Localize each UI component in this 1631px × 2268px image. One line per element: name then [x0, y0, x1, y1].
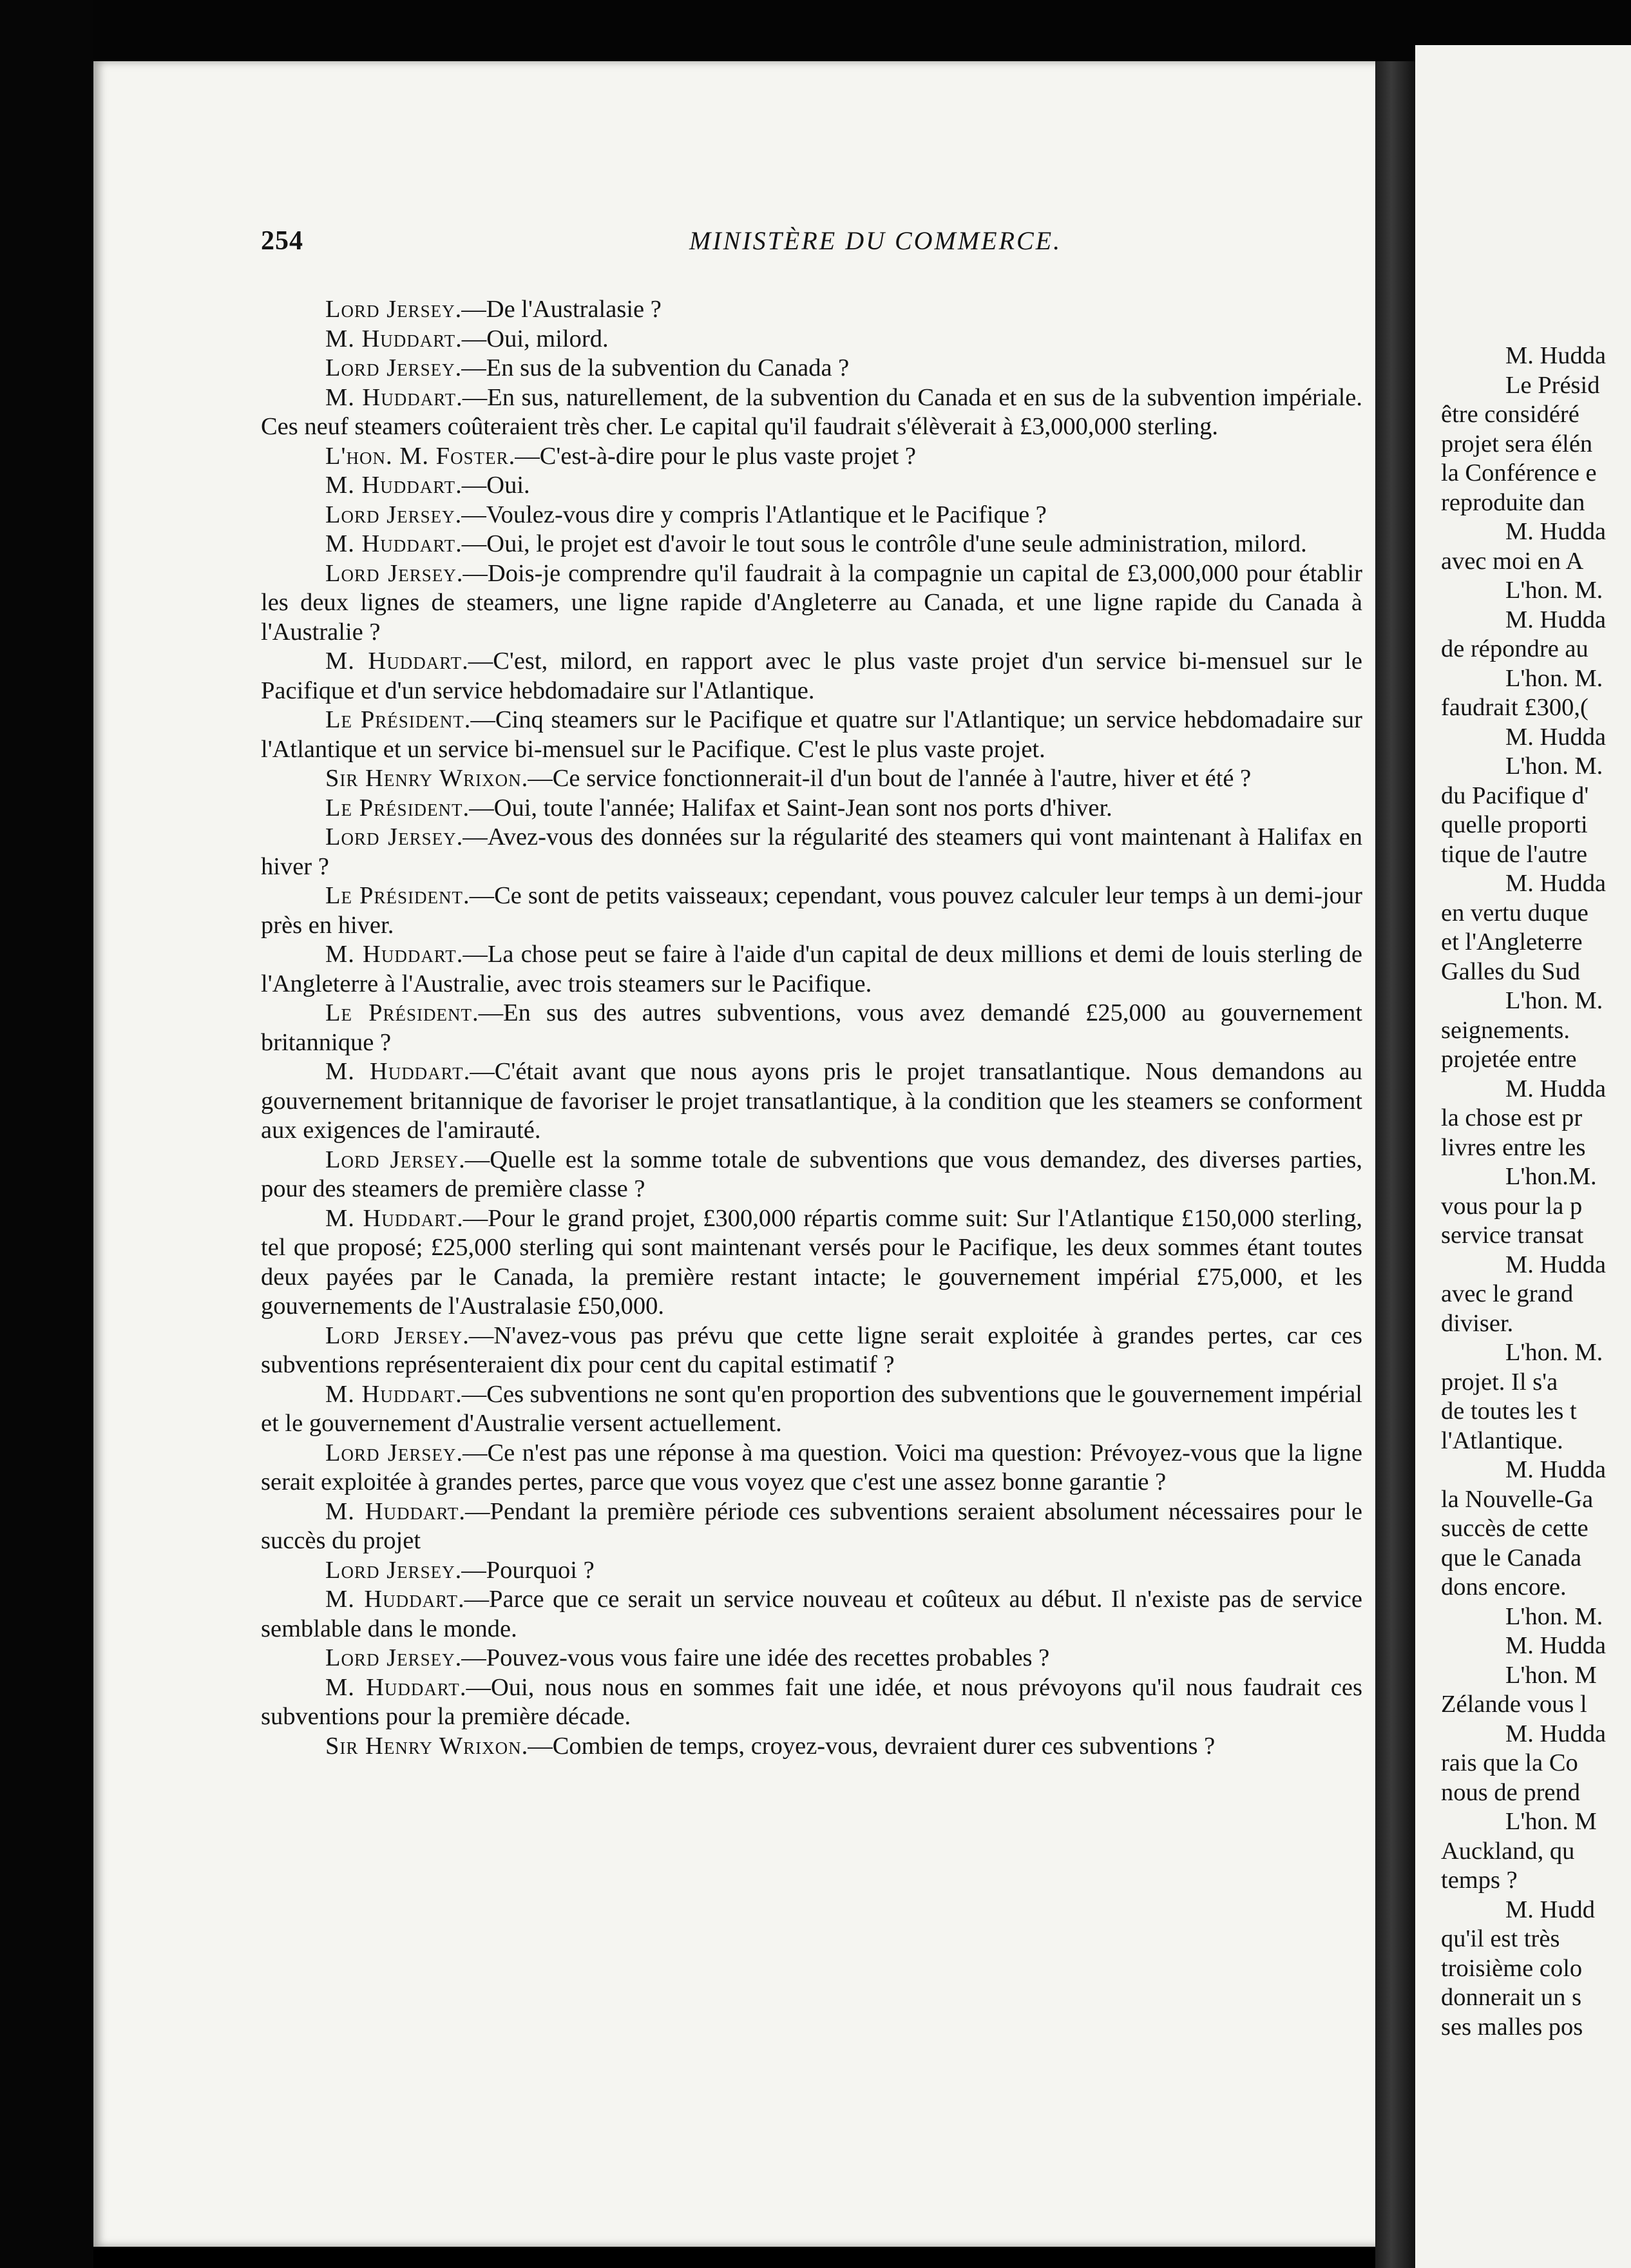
right-page-line: faudrait £300,( — [1441, 694, 1588, 721]
dialogue-paragraph — [261, 1204, 1362, 1321]
speaker-name: Lord Jersey — [325, 1556, 455, 1584]
right-page-line: dons encore. — [1441, 1573, 1567, 1600]
dialogue-paragraph — [261, 383, 1362, 442]
speaker-name: Lord Jersey — [325, 354, 455, 381]
speaker-name: M. Huddart — [325, 1380, 456, 1408]
speaker-name: M. Huddart — [325, 530, 456, 557]
speaker-name: Lord Jersey — [325, 501, 455, 528]
right-page-line: M. Hudda — [1505, 1075, 1607, 1102]
scan-border-left — [0, 0, 93, 2268]
right-page-line: du Pacifique d' — [1441, 782, 1589, 809]
dialogue-paragraph — [261, 1321, 1362, 1380]
speech-text: .—Ce service fonctionnerait-il d'un bout de l'année à l'autre, hiver et été ? — [521, 765, 1252, 792]
dialogue-paragraph — [261, 1146, 1362, 1204]
speech-text: .—Pourquoi ? — [455, 1556, 595, 1584]
speech-text: .—En sus, naturellement, de la subvention du Canada et en sus de la subvention impériale. Ces neuf steamers coûteraient très cher. Le capital qu'il faudrait s'élèverait à £3,000,000 sterling. — [261, 383, 1362, 440]
right-page-line: que le Canada — [1441, 1544, 1582, 1571]
dialogue-paragraph — [261, 354, 1362, 383]
right-page-line: la Conférence e — [1441, 459, 1597, 486]
speaker-name: M. Huddart — [325, 325, 456, 352]
speaker-name: Lord Jersey — [325, 1439, 457, 1466]
speech-text: .—En sus de la subvention du Canada ? — [455, 354, 850, 381]
dialogue-paragraph — [261, 1585, 1362, 1644]
speaker-name: Le Président — [325, 794, 463, 822]
right-page-line: vous pour la p — [1441, 1192, 1583, 1220]
speaker-name: Sir Henry Wrixon — [325, 1732, 522, 1760]
right-page-line: en vertu duque — [1441, 899, 1588, 927]
speaker-name: Le Président — [325, 706, 464, 733]
right-page-line: l'Atlantique. — [1441, 1427, 1563, 1454]
right-page-line: Le Présid — [1505, 371, 1600, 399]
speech-text: .—Oui, toute l'année; Halifax et Saint-Jean sont nos ports d'hiver. — [463, 794, 1112, 822]
speech-text: .—Oui. — [455, 472, 530, 499]
speech-text: .—N'avez-vous pas prévu que cette ligne serait exploitée à grandes pertes, car ces subventions représenteraient dix pour cent du capital estimatif ? — [261, 1321, 1362, 1378]
scan-border-top — [0, 0, 1631, 61]
right-page-line: projet. Il s'a — [1441, 1368, 1558, 1396]
right-page-line: projetée entre — [1441, 1046, 1577, 1073]
speech-text: .—Quelle est la somme totale de subventions que vous demandez, des diverses parties, pour des steamers de première classe ? — [261, 1146, 1362, 1202]
speaker-name: M. Huddart — [325, 1586, 458, 1613]
right-page-line: M. Hudd — [1505, 1896, 1596, 1923]
right-page-line: livres entre les — [1441, 1133, 1586, 1161]
speech-text: .—En sus des autres subventions, vous avez demandé £25,000 au gouvernement britannique ? — [261, 999, 1362, 1056]
right-page-line: qu'il est très — [1441, 1925, 1560, 1952]
right-page-line: service transat — [1441, 1222, 1584, 1249]
dialogue-paragraph — [261, 1380, 1362, 1439]
speech-text: .—C'était avant que nous ayons pris le projet transatlantique. Nous demandons au gouvernement britannique de favoriser le projet transatlantique, à la condition que les steamers se conforment aux exigences de l'amirauté. — [261, 1058, 1362, 1144]
speaker-name: L'hon. M. Foster — [325, 442, 509, 470]
dialogue-paragraph — [261, 823, 1362, 881]
right-page-line: M. Hudda — [1505, 1720, 1607, 1747]
right-page-line: Galles du Sud — [1441, 957, 1581, 985]
speaker-name: Le Président — [325, 882, 463, 909]
right-page-line: L'hon. M. — [1505, 577, 1603, 604]
right-page-line: nous de prend — [1441, 1778, 1580, 1806]
right-page-line: troisième colo — [1441, 1954, 1583, 1982]
dialogue-paragraph — [261, 999, 1362, 1057]
right-page-text — [1441, 341, 1631, 2042]
main-text-column — [261, 295, 1362, 1761]
right-page-line: de toutes les t — [1441, 1398, 1577, 1425]
dialogue-paragraph — [261, 559, 1362, 648]
right-page-line: tique de l'autre — [1441, 840, 1588, 868]
right-page-line: reproduite dan — [1441, 488, 1585, 516]
speech-text: .—C'est-à-dire pour le plus vaste projet ? — [508, 442, 916, 470]
speech-text: .—Voulez-vous dire y compris l'Atlantique et le Pacifique ? — [455, 501, 1047, 528]
speech-text: .—Parce que ce serait un service nouveau et coûteux au début. Il n'existe pas de service semblable dans le monde. — [261, 1586, 1362, 1642]
right-page-line: diviser. — [1441, 1309, 1514, 1337]
speaker-name: Lord Jersey — [325, 296, 455, 323]
speaker-name: Lord Jersey — [325, 559, 457, 587]
dialogue-paragraph — [261, 940, 1362, 999]
speaker-name: Sir Henry Wrixon — [325, 765, 522, 792]
running-title: MINISTÈRE DU COMMERCE. — [689, 226, 1062, 255]
speaker-name: M. Huddart — [325, 383, 457, 411]
right-page-line: être considéré — [1441, 401, 1579, 428]
speaker-name: M. Huddart — [325, 472, 456, 499]
right-page-line: avec moi en A — [1441, 547, 1584, 575]
right-page-line: L'hon. M. — [1505, 664, 1603, 692]
speech-text: .—De l'Australasie ? — [455, 296, 662, 323]
right-page-line: M. Hudda — [1505, 518, 1607, 545]
speaker-name: Lord Jersey — [325, 1321, 463, 1349]
speaker-name: M. Huddart — [325, 941, 457, 968]
speech-text: .—Ce n'est pas une réponse à ma question. Voici ma question: Prévoyez-vous que la ligne serait exploitée à grandes pertes, parce que vous voyez que c'est une assez bonne garantie ? — [261, 1439, 1362, 1495]
speech-text: .—Dois-je comprendre qu'il faudrait à la compagnie un capital de £3,000,000 pour établir les deux lignes de steamers, une ligne rapide d'Angleterre au Canada, et une ligne rapide du Canada à l'Australie ? — [261, 559, 1362, 646]
speech-text: .—Oui, milord. — [455, 325, 609, 352]
speaker-name: Lord Jersey — [325, 1644, 455, 1671]
dialogue-paragraph — [261, 1644, 1362, 1673]
speech-text: .—Cinq steamers sur le Pacifique et quatre sur l'Atlantique; un service hebdomadaire sur l'Atlantique et un service bi-mensuel sur le Pacifique. C'est le plus vaste projet. — [261, 706, 1362, 763]
right-page-line: succès de cette — [1441, 1515, 1588, 1542]
right-page-line: M. Hudda — [1505, 1632, 1607, 1659]
dialogue-paragraph — [261, 1732, 1362, 1762]
dialogue-paragraph — [261, 471, 1362, 501]
speech-text: .—Pouvez-vous vous faire une idée des recettes probables ? — [455, 1644, 1050, 1671]
right-page-line: Zélande vous l — [1441, 1691, 1587, 1718]
dialogue-paragraph — [261, 881, 1362, 940]
right-page-line: L'hon. M. — [1505, 987, 1603, 1014]
right-page-line: ses malles pos — [1441, 2013, 1583, 2041]
speech-text: .—Combien de temps, croyez-vous, devraient durer ces subventions ? — [521, 1732, 1216, 1760]
dialogue-paragraph — [261, 647, 1362, 706]
right-page-line: M. Hudda — [1505, 870, 1607, 897]
right-page-line: L'hon. M. — [1505, 1339, 1603, 1366]
dialogue-paragraph — [261, 442, 1362, 472]
speech-text: .—Pendant la première période ces subventions seraient absolument nécessaires pour le succès du projet — [261, 1497, 1362, 1554]
page-number: 254 — [261, 226, 303, 256]
right-page — [1415, 45, 1631, 2268]
dialogue-paragraph — [261, 1439, 1362, 1497]
speaker-name: Lord Jersey — [325, 823, 457, 850]
speech-text: .—Oui, nous nous en sommes fait une idée, et nous prévoyons qu'il nous faudrait ces subventions pour la première décade. — [261, 1673, 1362, 1730]
right-page-line: M. Hudda — [1505, 1456, 1607, 1483]
right-page-line: L'hon. M. — [1505, 753, 1603, 780]
dialogue-paragraph — [261, 1057, 1362, 1146]
dialogue-paragraph — [261, 325, 1362, 354]
right-page-line: L'hon. M. — [1505, 1602, 1603, 1630]
right-page-line: donnerait un s — [1441, 1984, 1582, 2011]
dialogue-paragraph — [261, 706, 1362, 764]
speech-text: .—C'est, milord, en rapport avec le plus vaste projet d'un service bi-mensuel sur le Pacifique et d'un service hebdomadaire sur l'Atlantique. — [261, 648, 1362, 704]
right-page-line: M. Hudda — [1505, 342, 1607, 369]
running-head — [167, 226, 1366, 264]
speaker-name: Le Président — [325, 999, 473, 1026]
speaker-name: M. Huddart — [325, 1497, 459, 1525]
right-page-line: L'hon.M. — [1505, 1163, 1597, 1190]
dialogue-paragraph — [261, 1497, 1362, 1556]
dialogue-paragraph — [261, 295, 1362, 325]
dialogue-paragraph — [261, 1556, 1362, 1586]
right-page-line: la Nouvelle-Ga — [1441, 1485, 1594, 1513]
right-page-line: L'hon. M — [1505, 1808, 1597, 1835]
dialogue-paragraph — [261, 530, 1362, 559]
speaker-name: M. Huddart — [325, 1058, 464, 1085]
right-page-line: M. Hudda — [1505, 723, 1607, 751]
right-page-line: et l'Angleterre — [1441, 928, 1583, 956]
speaker-name: M. Huddart — [325, 1204, 457, 1232]
right-page-line: temps ? — [1441, 1867, 1518, 1894]
book-gutter — [1375, 61, 1415, 2268]
speaker-name: Lord Jersey — [325, 1146, 459, 1173]
right-page-line: rais que la Co — [1441, 1749, 1578, 1776]
dialogue-paragraph — [261, 1673, 1362, 1732]
dialogue-paragraph — [261, 764, 1362, 794]
speech-text: .—Pour le grand projet, £300,000 répartis comme suit: Sur l'Atlantique £150,000 sterling, tel que proposé; £25,000 sterling qui sont maintenant versés pour le Pacifique, les deux sommes étant toutes deux payées par le Canada, la première restant intacte; le gouvernement impérial £75,000, et les gouvernements de l'Australasie £50,000. — [261, 1204, 1362, 1320]
right-page-line: projet sera élén — [1441, 430, 1593, 457]
speech-text: .—Oui, le projet est d'avoir le tout sous le contrôle d'une seule administration, milord. — [455, 530, 1307, 557]
right-page-line: la chose est pr — [1441, 1104, 1583, 1131]
right-page-line: seignements. — [1441, 1016, 1570, 1044]
speaker-name: M. Huddart — [325, 648, 463, 675]
right-page-line: avec le grand — [1441, 1280, 1574, 1307]
right-page-line: M. Hudda — [1505, 606, 1607, 633]
right-page-line: M. Hudda — [1505, 1251, 1607, 1278]
speaker-name: M. Huddart — [325, 1673, 460, 1701]
right-page-line: quelle proporti — [1441, 811, 1588, 838]
right-page-line: de répondre au — [1441, 635, 1588, 662]
speech-text: .—Ces subventions ne sont qu'en proportion des subventions que le gouvernement impérial et le gouvernement d'Australie versent actuellement. — [261, 1380, 1362, 1437]
right-page-line: Auckland, qu — [1441, 1837, 1575, 1865]
right-page-line: L'hon. M — [1505, 1661, 1597, 1689]
speech-text: .—Ce sont de petits vaisseaux; cependant, vous pouvez calculer leur temps à un demi-jour près en hiver. — [261, 882, 1362, 939]
dialogue-paragraph — [261, 794, 1362, 823]
dialogue-paragraph — [261, 501, 1362, 530]
speech-text: .—La chose peut se faire à l'aide d'un capital de deux millions et demi de louis sterling de l'Angleterre à l'Australie, avec trois steamers sur le Pacifique. — [261, 941, 1362, 997]
speech-text: .—Avez-vous des données sur la régularité des steamers qui vont maintenant à Halifax en hiver ? — [261, 823, 1362, 880]
